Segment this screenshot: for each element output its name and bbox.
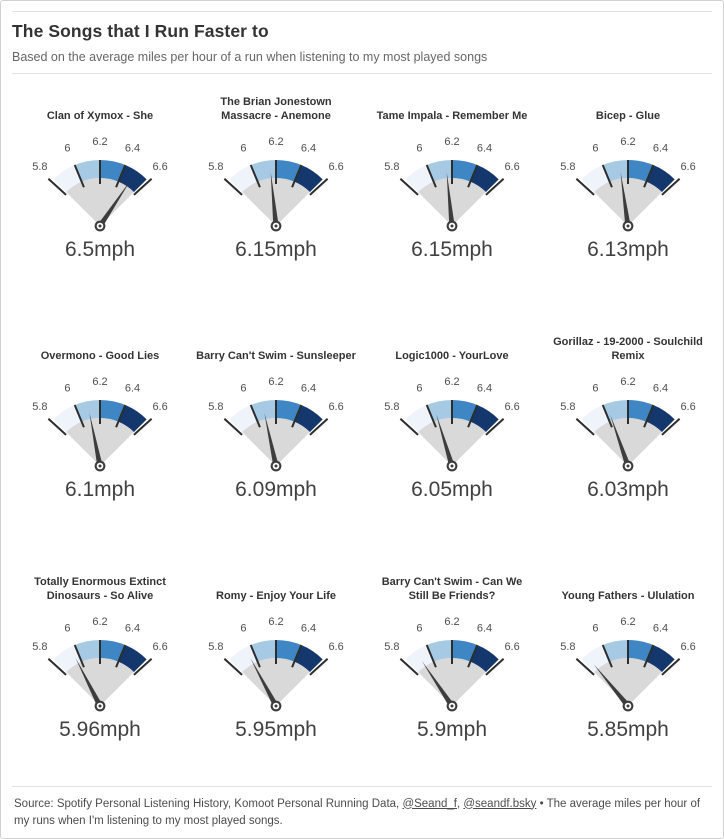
axis-tick-label: 6.4 [476, 142, 493, 155]
needle-pivot-dot [99, 225, 102, 228]
song-title: Logic1000 - YourLove [395, 350, 509, 363]
axis-tick-label: 5.8 [208, 640, 224, 653]
gauge-cell [540, 570, 716, 810]
axis-tick-label: 6.4 [652, 142, 669, 155]
gauge-value-label: 6.09mph [235, 478, 317, 501]
axis-tick-label: 6.2 [444, 616, 460, 628]
axis-tick-label: 6.6 [504, 400, 520, 413]
gauge-value-label: 6.15mph [411, 238, 493, 261]
gauge-chart[interactable] [188, 366, 364, 476]
axis-tick-label: 6.4 [476, 382, 493, 395]
source-text-separator: , [456, 797, 464, 810]
axis-tick-label: 6.6 [504, 640, 520, 653]
axis-tick-label: 6.6 [680, 160, 696, 173]
gauge-chart[interactable] [188, 606, 364, 716]
song-title: Barry Can't Swim - Can We Still Be Friends? [381, 576, 523, 603]
gauge-fan[interactable] [66, 178, 134, 226]
song-title: Tame Impala - Remember Me [376, 110, 528, 123]
axis-tick-label: 6.6 [328, 640, 344, 653]
axis-tick-label: 6.6 [328, 400, 344, 413]
gauge-chart[interactable] [12, 366, 188, 476]
axis-tick-label: 6.2 [620, 136, 636, 148]
source-text-suffix: • The average miles per hour of my runs when I'm listening to my most played songs. [14, 797, 701, 827]
axis-tick-label: 6 [240, 142, 247, 155]
axis-tick-label: 6 [416, 142, 423, 155]
gauge-fan[interactable] [66, 658, 134, 706]
axis-tick-label: 5.8 [384, 640, 400, 653]
song-title: Overmono - Good Lies [40, 350, 160, 363]
gauge-chart[interactable] [364, 126, 540, 236]
gauge-cell [540, 90, 716, 330]
axis-tick-label: 6.6 [680, 640, 696, 653]
axis-tick-label: 6 [592, 622, 599, 635]
gauge-cell [364, 570, 540, 810]
gauge-grid [12, 74, 712, 810]
gauge-value-label: 6.03mph [587, 478, 669, 501]
axis-tick-label: 6.4 [124, 382, 141, 395]
axis-tick-label: 6.2 [444, 136, 460, 148]
needle-pivot-dot [275, 225, 278, 228]
axis-tick-label: 6.2 [92, 616, 108, 628]
source-note [14, 796, 710, 831]
axis-tick-label: 6.2 [268, 376, 284, 388]
gauge-chart[interactable] [364, 606, 540, 716]
axis-tick-label: 5.8 [32, 640, 48, 653]
gauge-value-label: 6.05mph [411, 478, 493, 501]
gauge-fan[interactable] [594, 418, 662, 466]
gauge-value-label: 5.9mph [416, 718, 488, 741]
gauge-cell [188, 330, 364, 570]
gauge-fan[interactable] [594, 658, 662, 706]
gauge-chart[interactable] [540, 606, 716, 716]
gauge-value-label: 5.96mph [59, 718, 141, 741]
page-subtitle: Based on the average miles per hour of a run when listening to my most played songs [12, 50, 488, 64]
axis-tick-label: 6.6 [152, 400, 168, 413]
gauge-chart[interactable] [540, 126, 716, 236]
axis-tick-label: 6.4 [300, 382, 317, 395]
axis-tick-label: 6.6 [504, 160, 520, 173]
gauge-chart[interactable] [188, 126, 364, 236]
axis-tick-label: 5.8 [208, 160, 224, 173]
song-title: Totally Enormous Extinct Dinosaurs - So Alive [34, 576, 166, 603]
axis-tick-label: 6.6 [328, 160, 344, 173]
gauge-value-label: 5.85mph [587, 718, 669, 741]
gauge-cell [188, 570, 364, 810]
needle-pivot-dot [275, 705, 278, 708]
gauge-chart[interactable] [12, 126, 188, 236]
axis-tick-label: 6 [416, 382, 423, 395]
axis-tick-label: 6.4 [124, 622, 141, 635]
axis-tick-label: 6 [64, 622, 71, 635]
gauge-fan[interactable] [242, 658, 310, 706]
axis-tick-label: 5.8 [208, 400, 224, 413]
twitter-handle-link[interactable]: @Seand_f [402, 797, 457, 810]
axis-tick-label: 6.2 [620, 616, 636, 628]
song-title: Clan of Xymox - She [46, 110, 154, 123]
gauge-cell [12, 570, 188, 810]
needle-pivot-dot [451, 705, 454, 708]
footer [12, 786, 712, 831]
song-title: Bicep - Glue [595, 110, 661, 123]
needle-pivot-dot [451, 225, 454, 228]
gauge-chart[interactable] [12, 606, 188, 716]
axis-tick-label: 6.2 [268, 616, 284, 628]
axis-tick-label: 5.8 [384, 400, 400, 413]
axis-tick-label: 6.2 [92, 376, 108, 388]
song-title: Young Fathers - Ululation [561, 590, 695, 603]
gauge-value-label: 6.5mph [64, 238, 136, 261]
song-title: The Brian Jonestown Massacre - Anemone [220, 96, 332, 123]
axis-tick-label: 6.4 [652, 622, 669, 635]
gauge-cell [188, 90, 364, 330]
gauge-fan[interactable] [418, 658, 486, 706]
song-title: Barry Can't Swim - Sunsleeper [196, 350, 356, 363]
axis-tick-label: 6 [416, 622, 423, 635]
gauge-value-label: 6.13mph [587, 238, 669, 261]
axis-tick-label: 5.8 [560, 400, 576, 413]
needle-pivot-dot [451, 465, 454, 468]
axis-tick-label: 6.6 [152, 160, 168, 173]
top-rule [12, 11, 712, 12]
axis-tick-label: 5.8 [384, 160, 400, 173]
axis-tick-label: 5.8 [32, 400, 48, 413]
axis-tick-label: 6 [64, 142, 71, 155]
axis-tick-label: 5.8 [32, 160, 48, 173]
needle-pivot-dot [99, 465, 102, 468]
needle-pivot-dot [627, 225, 630, 228]
bluesky-handle-link[interactable]: @seandf.bsky [463, 797, 537, 810]
gauge-chart[interactable] [364, 366, 540, 476]
needle-pivot-dot [627, 705, 630, 708]
song-title: Romy - Enjoy Your Life [216, 590, 336, 603]
source-text-prefix: Source: Spotify Personal Listening History, Komoot Personal Running Data, [14, 797, 403, 810]
axis-tick-label: 6.4 [300, 622, 317, 635]
needle-pivot-dot [99, 705, 102, 708]
axis-tick-label: 6.6 [152, 640, 168, 653]
axis-tick-label: 6 [592, 142, 599, 155]
axis-tick-label: 5.8 [560, 640, 576, 653]
needle-pivot-dot [275, 465, 278, 468]
axis-tick-label: 6 [240, 622, 247, 635]
gauge-value-label: 6.1mph [64, 478, 136, 501]
axis-tick-label: 6.4 [476, 622, 493, 635]
needle-pivot-dot [627, 465, 630, 468]
axis-tick-label: 6 [592, 382, 599, 395]
gauge-cell [364, 90, 540, 330]
gauge-cell [540, 330, 716, 570]
axis-tick-label: 6.4 [652, 382, 669, 395]
page-title: The Songs that I Run Faster to [12, 21, 269, 41]
gauge-value-label: 6.15mph [235, 238, 317, 261]
axis-tick-label: 6.2 [92, 136, 108, 148]
axis-tick-label: 6.2 [620, 376, 636, 388]
gauge-value-label: 5.95mph [235, 718, 317, 741]
song-title: Gorillaz - 19-2000 - Soulchild Remix [553, 336, 703, 363]
axis-tick-label: 6.4 [300, 142, 317, 155]
axis-tick-label: 5.8 [560, 160, 576, 173]
axis-tick-label: 6.6 [680, 400, 696, 413]
gauge-chart[interactable] [540, 366, 716, 476]
axis-tick-label: 6.2 [268, 136, 284, 148]
gauge-cell [364, 330, 540, 570]
axis-tick-label: 6.2 [444, 376, 460, 388]
gauge-cell [12, 330, 188, 570]
axis-tick-label: 6.4 [124, 142, 141, 155]
axis-tick-label: 6 [64, 382, 71, 395]
axis-tick-label: 6 [240, 382, 247, 395]
gauge-cell [12, 90, 188, 330]
